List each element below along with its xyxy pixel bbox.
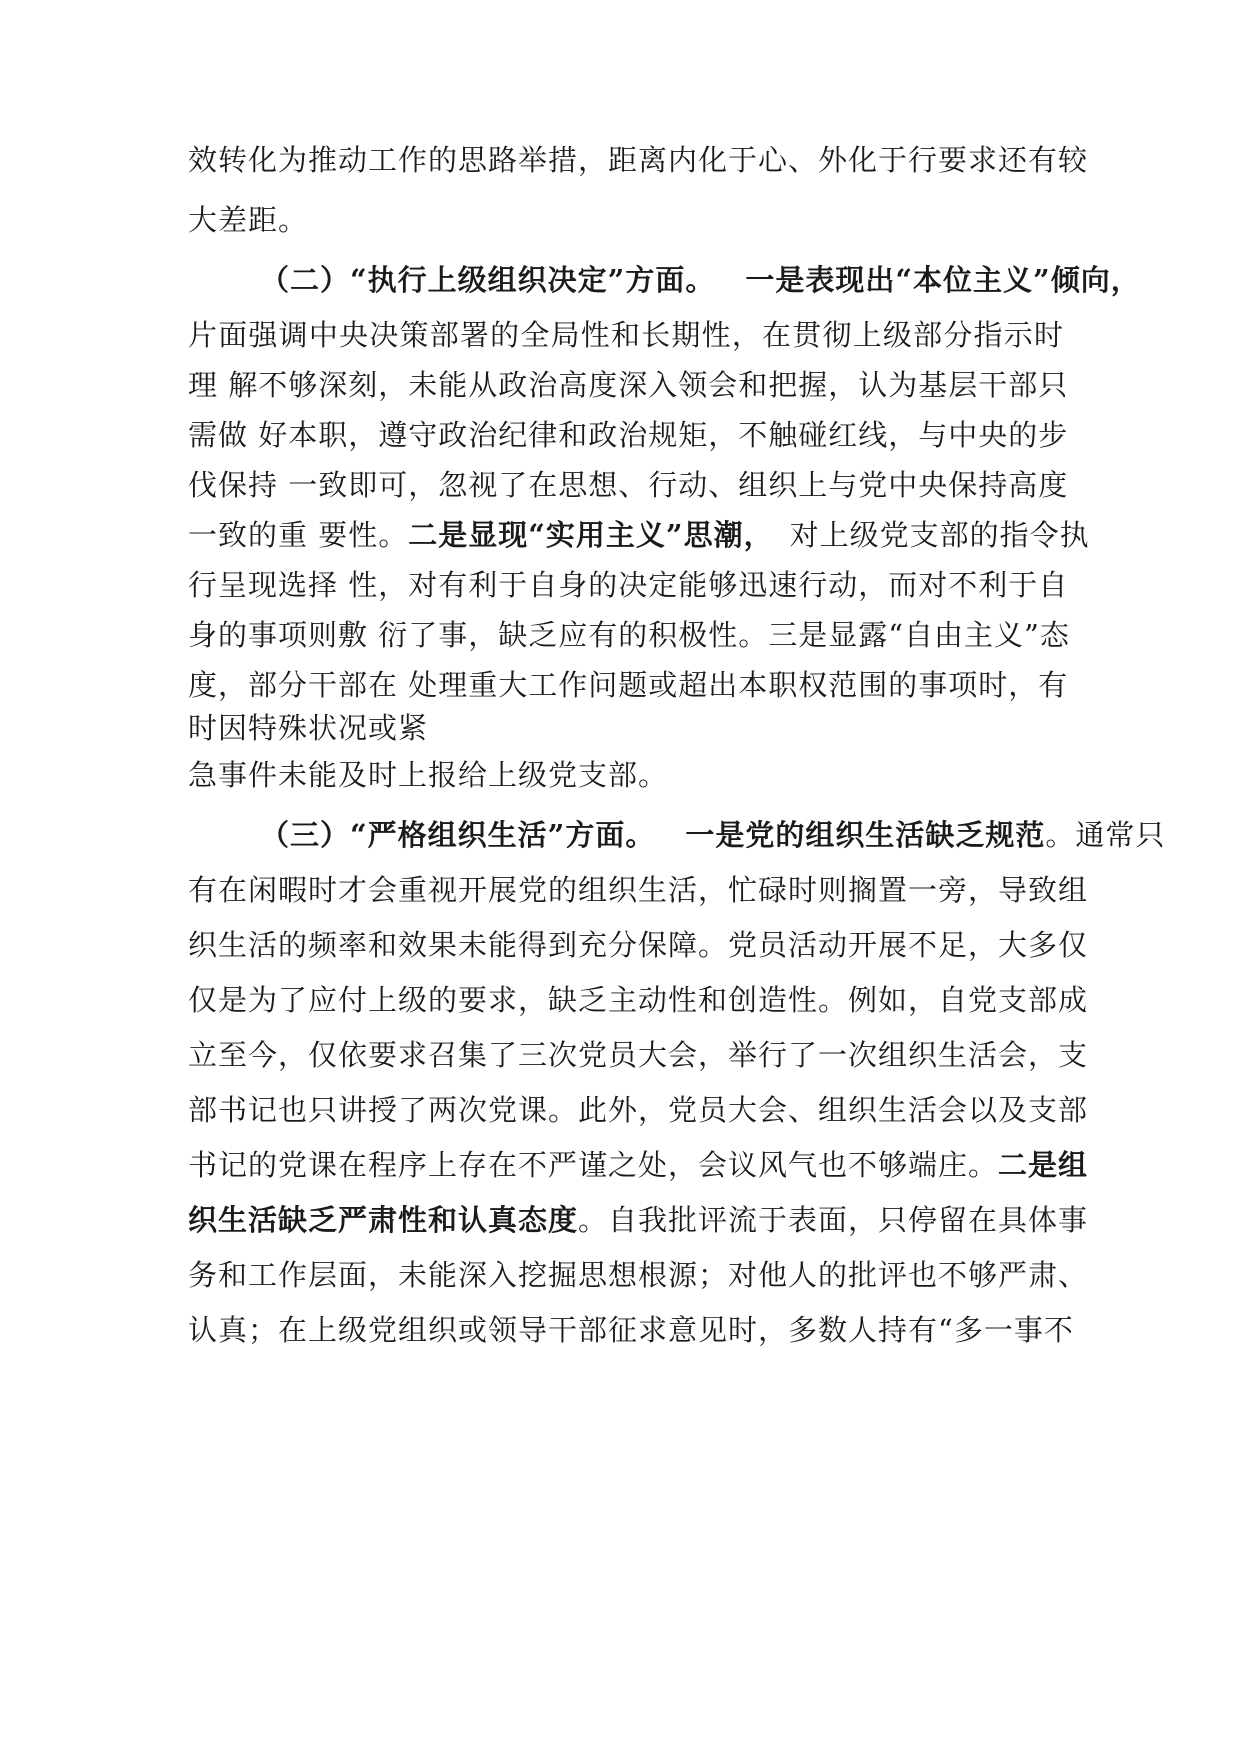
paragraph-2-line-4: 需做 好本职，遵守政治纪律和政治规矩，不触碰红线，与中央的步	[188, 418, 1069, 452]
section-2-heading: （二）“执行上级组织决定”方面。	[260, 263, 716, 297]
paragraph-3-line-8	[188, 1203, 1089, 1237]
paragraph-2-line-6	[188, 518, 1090, 552]
paragraph-3-line-4: 仅是为了应付上级的要求，缺乏主动性和创造性。例如，自党支部成	[188, 983, 1089, 1017]
paragraph-3-line-10: 认真；在上级党组织或领导干部征求意见时，多数人持有“多一事不	[188, 1313, 1074, 1347]
section-2-point-2-title: 二是显现“实用主义”思潮，	[408, 518, 774, 552]
paragraph-2-line-9: 度，部分干部在 处理重大工作问题或超出本职权范围的事项时，有	[188, 668, 1069, 702]
paragraph-2-line-10: 时因特殊状况或紧	[188, 711, 429, 745]
paragraph-2-line-2: 片面强调中央决策部署的全局性和长期性，在贯彻上级部分指示时	[188, 318, 1064, 352]
paragraph-3-line-5: 立至今，仅依要求召集了三次党员大会，举行了一次组织生活会，支	[188, 1038, 1089, 1072]
paragraph-2-line-1	[260, 263, 1141, 297]
paragraph-3-line-2: 有在闲暇时才会重视开展党的组织生活，忙碌时则搁置一旁，导致组	[188, 873, 1089, 907]
paragraph-3-line-3: 织生活的频率和效果未能得到充分保障。党员活动开展不足，大多仅	[188, 928, 1089, 962]
section-2-point-1-title: 一是表现出“本位主义”倾向，	[745, 263, 1141, 297]
paragraph-2-line-11: 急事件未能及时上报给上级党支部。	[188, 758, 669, 792]
section-3-point-2-title-start: 二是组	[998, 1148, 1089, 1182]
section-3-heading: （三）“严格组织生活”方面。	[260, 818, 656, 852]
paragraph-2-line-6-tail: 对上级党支部的指令执	[789, 518, 1090, 552]
paragraph-2-line-7: 行呈现选择 性，对有利于自身的决定能够迅速行动，而对不利于自	[188, 568, 1069, 602]
paragraph-2-line-6-text: 一致的重 要性。	[188, 518, 409, 552]
paragraph-2-line-8: 身的事项则敷 衍了事，缺乏应有的积极性。三是显露“自由主义”态	[188, 618, 1070, 652]
paragraph-3-line-6: 部书记也只讲授了两次党课。此外，党员大会、组织生活会以及支部	[188, 1093, 1089, 1127]
section-3-point-2-title-end: 织生活缺乏严肃性和认真态度	[188, 1203, 579, 1237]
paragraph-3-line-1-tail: 。通常只	[1045, 818, 1166, 852]
paragraph-3-line-8-tail: 。自我批评流于表面，只停留在具体事	[578, 1203, 1089, 1237]
paragraph-2-line-3: 理 解不够深刻，未能从政治高度深入领会和把握，认为基层干部只	[188, 368, 1069, 402]
paragraph-3-line-7-text: 书记的党课在程序上存在不严谨之处，会议风气也不够端庄。	[188, 1148, 999, 1182]
paragraph-3-line-9: 务和工作层面，未能深入挖掘思想根源；对他人的批评也不够严肃、	[188, 1258, 1089, 1292]
paragraph-1-line-2: 大差距。	[188, 203, 309, 237]
paragraph-2-line-5: 伐保持 一致即可，忽视了在思想、行动、组织上与党中央保持高度	[188, 468, 1069, 502]
paragraph-3-line-7	[188, 1148, 1089, 1182]
paragraph-1-line-1: 效转化为推动工作的思路举措，距离内化于心、外化于行要求还有较	[188, 143, 1089, 177]
paragraph-3-line-1	[260, 818, 1166, 852]
section-3-point-1-title: 一是党的组织生活缺乏规范	[685, 818, 1046, 852]
